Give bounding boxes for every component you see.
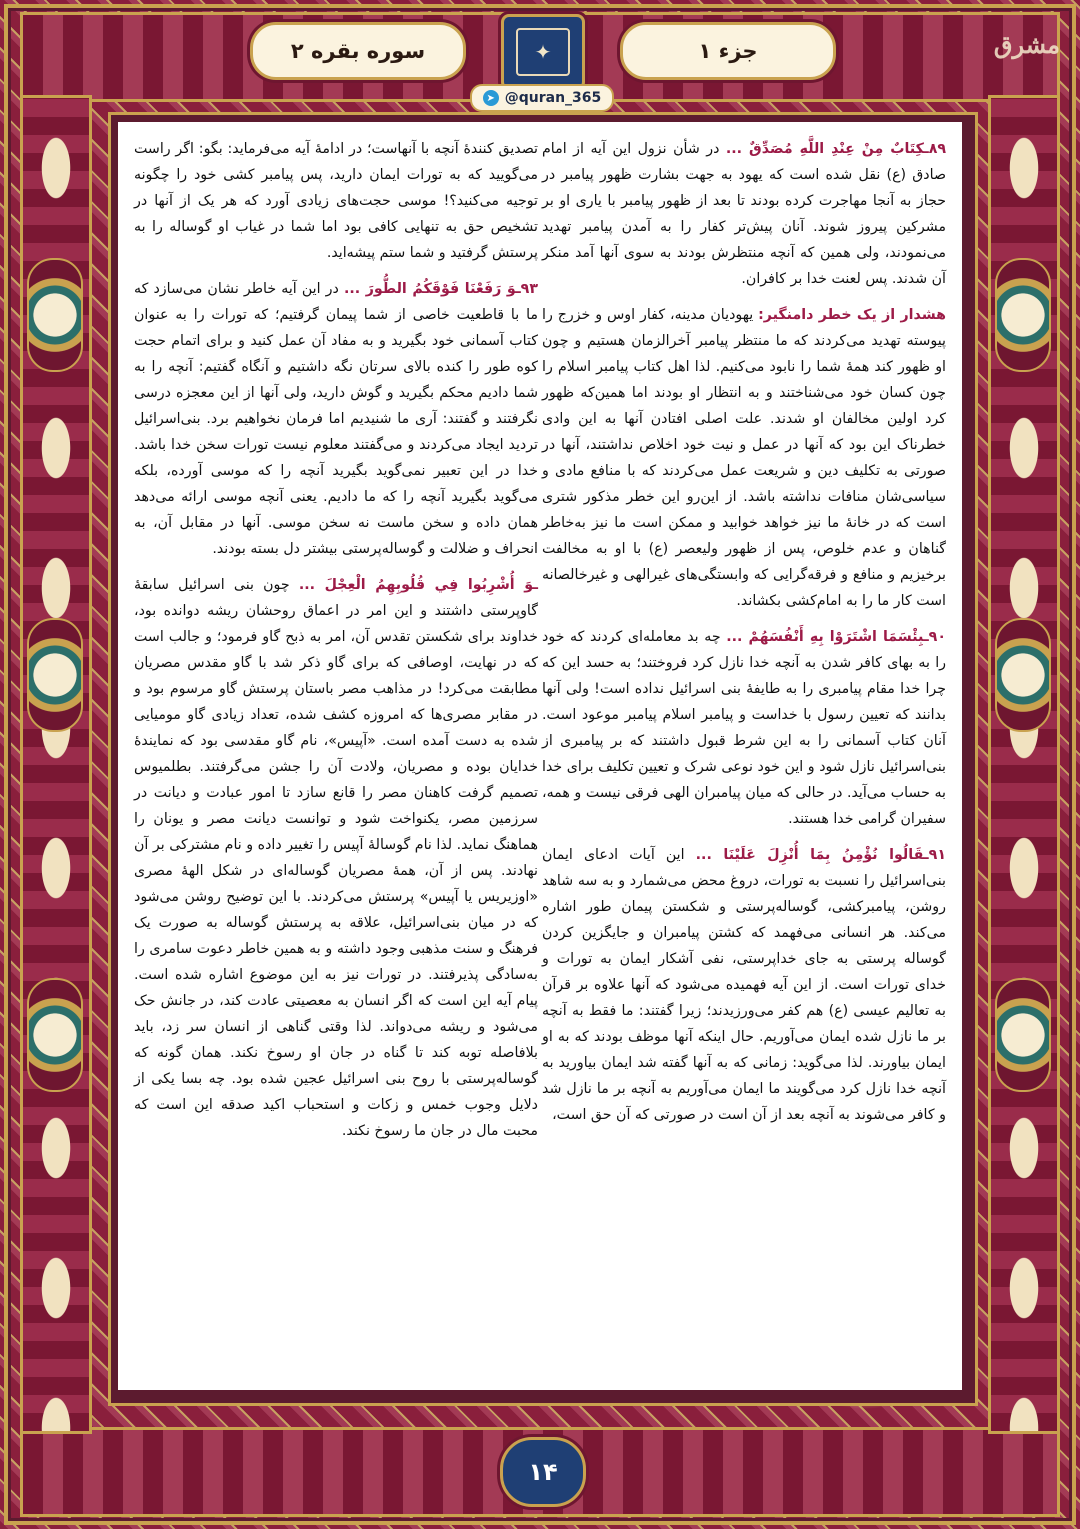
verse-number: ۹۰ـ [923, 629, 946, 645]
commentary-text: یهودیان مدینه، کفار اوس و خزرج را پیوسته تهدید می‌کردند که ما منتظر پیامبر آخرالزمان هستیم و چون او ظهور کند همهٔ شما را نابود می‌کنیم. لذا اهل کتاب پیامبر اسلام را چون کسان خود می‌شناختند و به انتظار او بودند اما همین‌که ظهور کرد اولین مخالفان او شدند. علت اصلی افتادن آنها به این وادی خطرناک این بود که آنها در عمل و نیت خود اخلاص نداشتند، آنها در صورتی به تکلیف دین و شریعت عمل می‌کردند که با منافع مادی و سیاسی‌شان منافات نداشته باشد. از این‌رو این خطر مذکور شتری است که در خانهٔ ما نیز خواهد خوابید و ممکن است ما نیز به‌خاطر گناهان و عدم خلوص، پس از ظهور ولیعصر (ع) با او به مخالفت برخیزیم و منافع و فرقه‌گرایی که وابستگی‌های غیرالهی و غیرخالصانه است کار ما را به امام‌کشی بکشاند. [542, 307, 946, 609]
publisher-watermark: مشرق [993, 30, 1060, 59]
telegram-channel-link[interactable] [470, 84, 614, 112]
surah-label: سوره بقره ۲ [250, 22, 466, 80]
commentary-text: این آیات ادعای ایمان بنی‌اسرائیل را نسبت به تورات، دروغ محض می‌شمارد و به سه شاهد روشن، پیامبرکشی، گوساله‌پرستی و شکستن پیمان طور اشاره می‌کند. هر انسانی می‌فهمد که کشتن پیامبران و جایگزین کردن گوساله پرستی به جای خداپرستی، نفی آشکار ایمان به تورات و خدای تورات است. از این آیه فهمیده می‌شود که آنها علاوه بر قرآن به تعالیم عیسی (ع) هم کفر می‌ورزیدند؛ زیرا گفتند: ما فقط به آنچه بر ما نازل شده ایمان می‌آوریم. حال اینکه آنها موظف بودند که به او ایمان بیاورند. لذا می‌گوید: زمانی که به آنها گفته شد ایمان بیاورید به آنچه خدا نازل کرد می‌گویند ما ایمان می‌آوریم به آنچه بر ما نازل شد و کافر می‌شوند به آنچه بعد از آن است در صورتی که آن حق است، [542, 847, 946, 1123]
commentary-text: چه بد معامله‌ای کردند که خود را به بهای کافر شدن به آنچه خدا نازل کرد فروختند؛ به حسد این که چرا خدا مقام پیامبری را به طایفهٔ بنی اسرائیل نداده است! ولی آنها بدانند که تعیین رسول با خداست و پیامبر اسلام پیامبر موعود است. آنان کتاب آسمانی را به این شرط قبول داشتند که بر پیامبری از بنی‌اسرائیل نازل شود و این خود نوعی شرک و تعیین تکلیف برای خدا به حساب می‌آید. در حالی که میان پیامبران الهی فرقی نیست و همه، سفیران گرامی خدا هستند. [542, 629, 946, 827]
ayah-quote: وَ أُشْرِبُوا فِي قُلُوبِهِمُ الْعِجْلَ ... [298, 577, 534, 593]
paragraph [542, 624, 946, 832]
section-heading: هشدار از یک خطر دامنگیر: [758, 307, 946, 323]
quran-emblem-icon: ✦ [501, 14, 585, 90]
medallion-ornament [995, 978, 1051, 1092]
medallion-ornament [27, 258, 83, 372]
medallion-ornament [995, 258, 1051, 372]
telegram-icon: ➤ [483, 90, 499, 106]
left-ornament-rail [20, 95, 92, 1434]
verse-number: ۹۱ـ [923, 847, 946, 863]
right-column [542, 136, 946, 1138]
verse-number: ـ [533, 577, 539, 593]
commentary-text: در شأن نزول این آیه از امام صادق (ع) نقل شده است که یهود به جهت بشارت ظهور پیامبر در حجاز به آنجا مهاجرت کرده بودند تا بعد از ظهور پیامبر با یاری او بر مشرکین پیروز شوند. آنان پیش‌تر کفار را به آمدن پیامبر تهدید می‌نمودند، ولی همین که آنچه منتظرش بودند به سوی آنها آمد منکر آن شدند. پس لعنت خدا بر کافران. [542, 141, 946, 287]
telegram-handle: @quran_365 [504, 90, 602, 106]
ayah-quote: وَ رَفَعْنَا فَوْقَكُمُ الطُّورَ ... [344, 281, 516, 297]
paragraph [134, 276, 538, 562]
ayah-quote: كِتَابٌ مِنْ عِنْدِ اللَّهِ مُصَدِّقٌ ... [725, 141, 924, 157]
paragraph [542, 302, 946, 614]
commentary-text: در این آیه خاطر نشان می‌سازد که ما با قاطعیت خاصی از شما پیمان گرفتیم؛ که تورات را به عنوان کتاب آسمانی خود بگیرید و به مفاد آن عمل کنید و برای اتمام حجت کوه طور را کنده بالای سرتان نگه داشتیم و آنگاه گفتیم: آنچه را به شما دادیم محکم بگیرید و گوش دارید، ولی آنها از این معجزه درسی نگرفتند و گفتند: آری ما شنیدیم اما فرمان نخواهیم برد. بنی‌اسرائیل تردید ایجاد می‌کردند و می‌گفتند معلوم نیست تورات سخن خدا باشد. خدا در این تعبیر نمی‌گوید بگیرید آنچه را که موسی آورده، بلکه می‌گوید بگیرید آنچه را که ما دادیم. یعنی آنچه موسی ارائه می‌دهد همان داده و سخن ماست نه سخن موسی. آنها در مقابل آن، به انحراف و ضلالت و گوساله‌پرستی بیشتر دل بسته بودند. [134, 281, 538, 557]
paragraph [134, 136, 538, 266]
medallion-ornament [27, 618, 83, 732]
juz-label: جزء ۱ [620, 22, 836, 80]
paragraph [542, 136, 946, 292]
medallion-ornament [27, 978, 83, 1092]
text-area [118, 122, 962, 1390]
verse-number: ۹۳ـ [515, 281, 538, 297]
right-ornament-rail [988, 95, 1060, 1434]
left-column [134, 136, 538, 1154]
ayah-quote: قَالُوا نُؤْمِنُ بِمَا أُنْزِلَ عَلَيْنَا ... [695, 847, 924, 863]
paragraph [134, 572, 538, 1144]
paragraph [542, 842, 946, 1128]
commentary-text: تصدیق کنندهٔ آنچه با آنهاست؛ در ادامهٔ آیه می‌فرماید: بگو: اگر راست می‌گویید که به تورات ایمان دارید، پس پیامبر کشی خود را چگونه توجیه می‌کنید؟! موسی حجت‌های زیادی آورد که هر یک از آنها در تشخیص حق به تنهایی کافی بود اما شما در غیاب او گوساله را به پرستش گرفتید و شما ستم پیشه‌اید. [134, 141, 538, 261]
commentary-text: چون بنی اسرائیل سابقهٔ گاوپرستی داشتند و این امر در اعماق روحشان ریشه دوانده بود، خداوند برای شکستن تقدس آن، امر به ذبح گاو فرمود؛ و جالب است که در نهایت، اوصافی که برای گاو ذکر شد با گاو مقدس مصریان مطابقت می‌کرد! در مذاهب مصر باستان پرستش گاو مرسوم بود و در مقابر مصری‌ها که امروزه کشف شده، تعداد زیادی گاو مومیایی شده به دست آمده است. «آپیس»، نام گاو مقدسی بود که نمایندهٔ خدایان بوده و مصریان، ولادت آن را جشن می‌گرفتند. بطلمیوس تصمیم گرفت کاهنان مصر را قانع سازد تا امور عبادت و دیانت در سرزمین مصر، یکنواخت شود و توانست دیانت مصر و یونان را هماهنگ نماید. لذا نام گوسالهٔ آپیس را تغییر داده و نام مشترکی بر آن نهادند. پس از آن، همهٔ مصریان گوساله‌ای در شکل الههٔ مصری «اوزیریس یا آپیس» پرستش می‌کردند. با این توضیح روشن می‌شود که در میان بنی‌اسرائیل، علاقه به پرستش گوساله به صورت یک فرهنگ و سنت مذهبی وجود داشته و به همین خاطر دعوت سامری را به‌سادگی پذیرفتند. در تورات نیز به این موضوع اشاره شده است. پیام آیه این است که اگر انسان به معصیتی عادت کند، در جانش حک می‌شود و ریشه می‌دواند. لذا وقتی گناهی از انسان سر زد، باید بلافاصله توبه کند تا گناه در جان او رسوخ نکند. همان گونه که گوساله‌پرستی با روح بنی اسرائیل عجین شده بود. چه بسا یکی از دلایل وجوب خمس و زکات و استحباب اکید صدقه این است که محبت مال در جان ما رسوخ نکند. [134, 577, 538, 1139]
verse-number: ۸۹ـ [923, 141, 947, 157]
ayah-quote: بِئْسَمَا اشْتَرَوْا بِهِ أَنْفُسَهُمْ ... [726, 629, 924, 645]
page-number: ۱۴ [500, 1437, 586, 1507]
medallion-ornament [995, 618, 1051, 732]
